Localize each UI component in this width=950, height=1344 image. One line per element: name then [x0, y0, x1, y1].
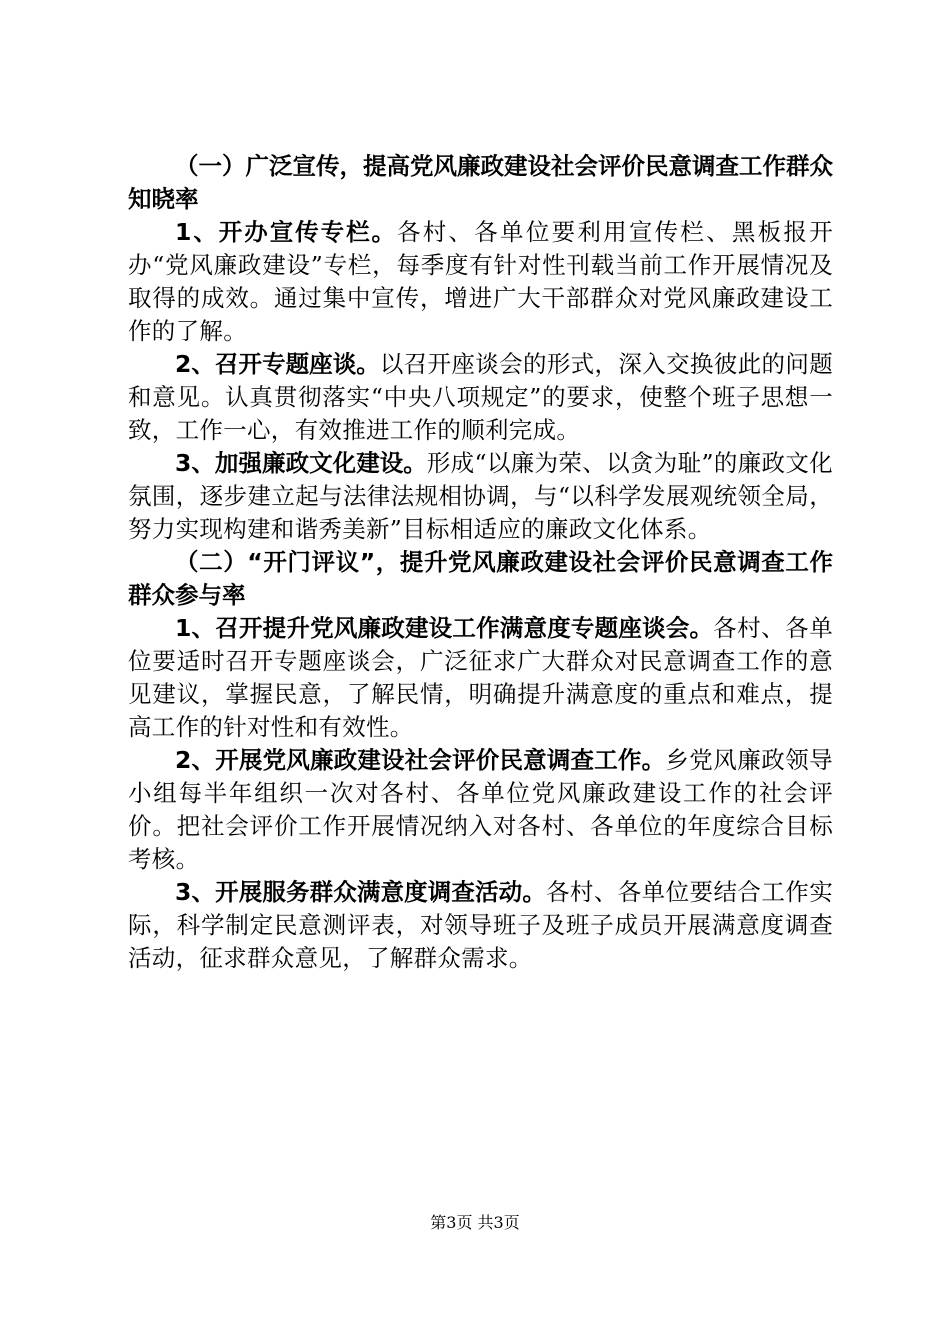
paragraph-lead: 1、开办宣传专栏。	[175, 218, 398, 246]
paragraph-body: 各村、各单位要利用宣传栏、黑板报开办“党风廉政建设”专栏，每季度有针对性刊载当前工作开展情况及取得的成效。通过集中宣传，增进广大干部群众对党风廉政建设工作的了解。	[128, 218, 833, 345]
paragraph-2-3	[128, 876, 833, 975]
section-heading-2: （二）“开门评议”，提升党风廉政建设社会评价民意调查工作群众参与率	[128, 548, 833, 609]
paragraph-lead: 2、召开专题座谈。	[175, 350, 380, 378]
document-body	[128, 150, 833, 975]
paragraph-lead: 3、开展服务群众满意度调查活动。	[175, 878, 546, 906]
paragraph-body: 以召开座谈会的形式，深入交换彼此的问题和意见。认真贯彻落实“中央八项规定”的要求，使整个班子思想一致，工作一心，有效推进工作的顺利完成。	[128, 350, 834, 444]
paragraph-2-1	[128, 612, 833, 744]
paragraph-1-2	[128, 348, 833, 447]
section-heading-1: （一）广泛宣传，提高党风廉政建设社会评价民意调查工作群众知晓率	[128, 152, 833, 213]
paragraph-1-3	[128, 447, 833, 546]
page-footer: 第3页 共3页	[430, 1213, 520, 1232]
paragraph-lead: 3、加强廉政文化建设。	[175, 449, 427, 477]
paragraph-body: 各村、各单位要结合工作实际，科学制定民意测评表，对领导班子及班子成员开展满意度调查活动，征求群众意见，了解群众需求。	[128, 878, 833, 972]
paragraph-body: 乡党风廉政领导小组每半年组织一次对各村、各单位党风廉政建设工作的社会评价。把社会评价工作开展情况纳入对各村、各单位的年度综合目标考核。	[128, 746, 833, 873]
paragraph-1-1	[128, 216, 833, 348]
paragraph-lead: 2、开展党风廉政建设社会评价民意调查工作。	[175, 746, 666, 774]
paragraph-body: 形成“以廉为荣、以贪为耻”的廉政文化氛围，逐步建立起与法律法规相协调，与“以科学发展观统领全局，努力实现构建和谐秀美新”目标相适应的廉政文化体系。	[128, 449, 833, 543]
paragraph-lead: 1、召开提升党风廉政建设工作满意度专题座谈会。	[175, 614, 714, 642]
paragraph-2-2	[128, 744, 833, 876]
paragraph-body: 各村、各单位要适时召开专题座谈会，广泛征求广大群众对民意调查工作的意见建议，掌握民意，了解民情，明确提升满意度的重点和难点，提高工作的针对性和有效性。	[128, 614, 833, 741]
